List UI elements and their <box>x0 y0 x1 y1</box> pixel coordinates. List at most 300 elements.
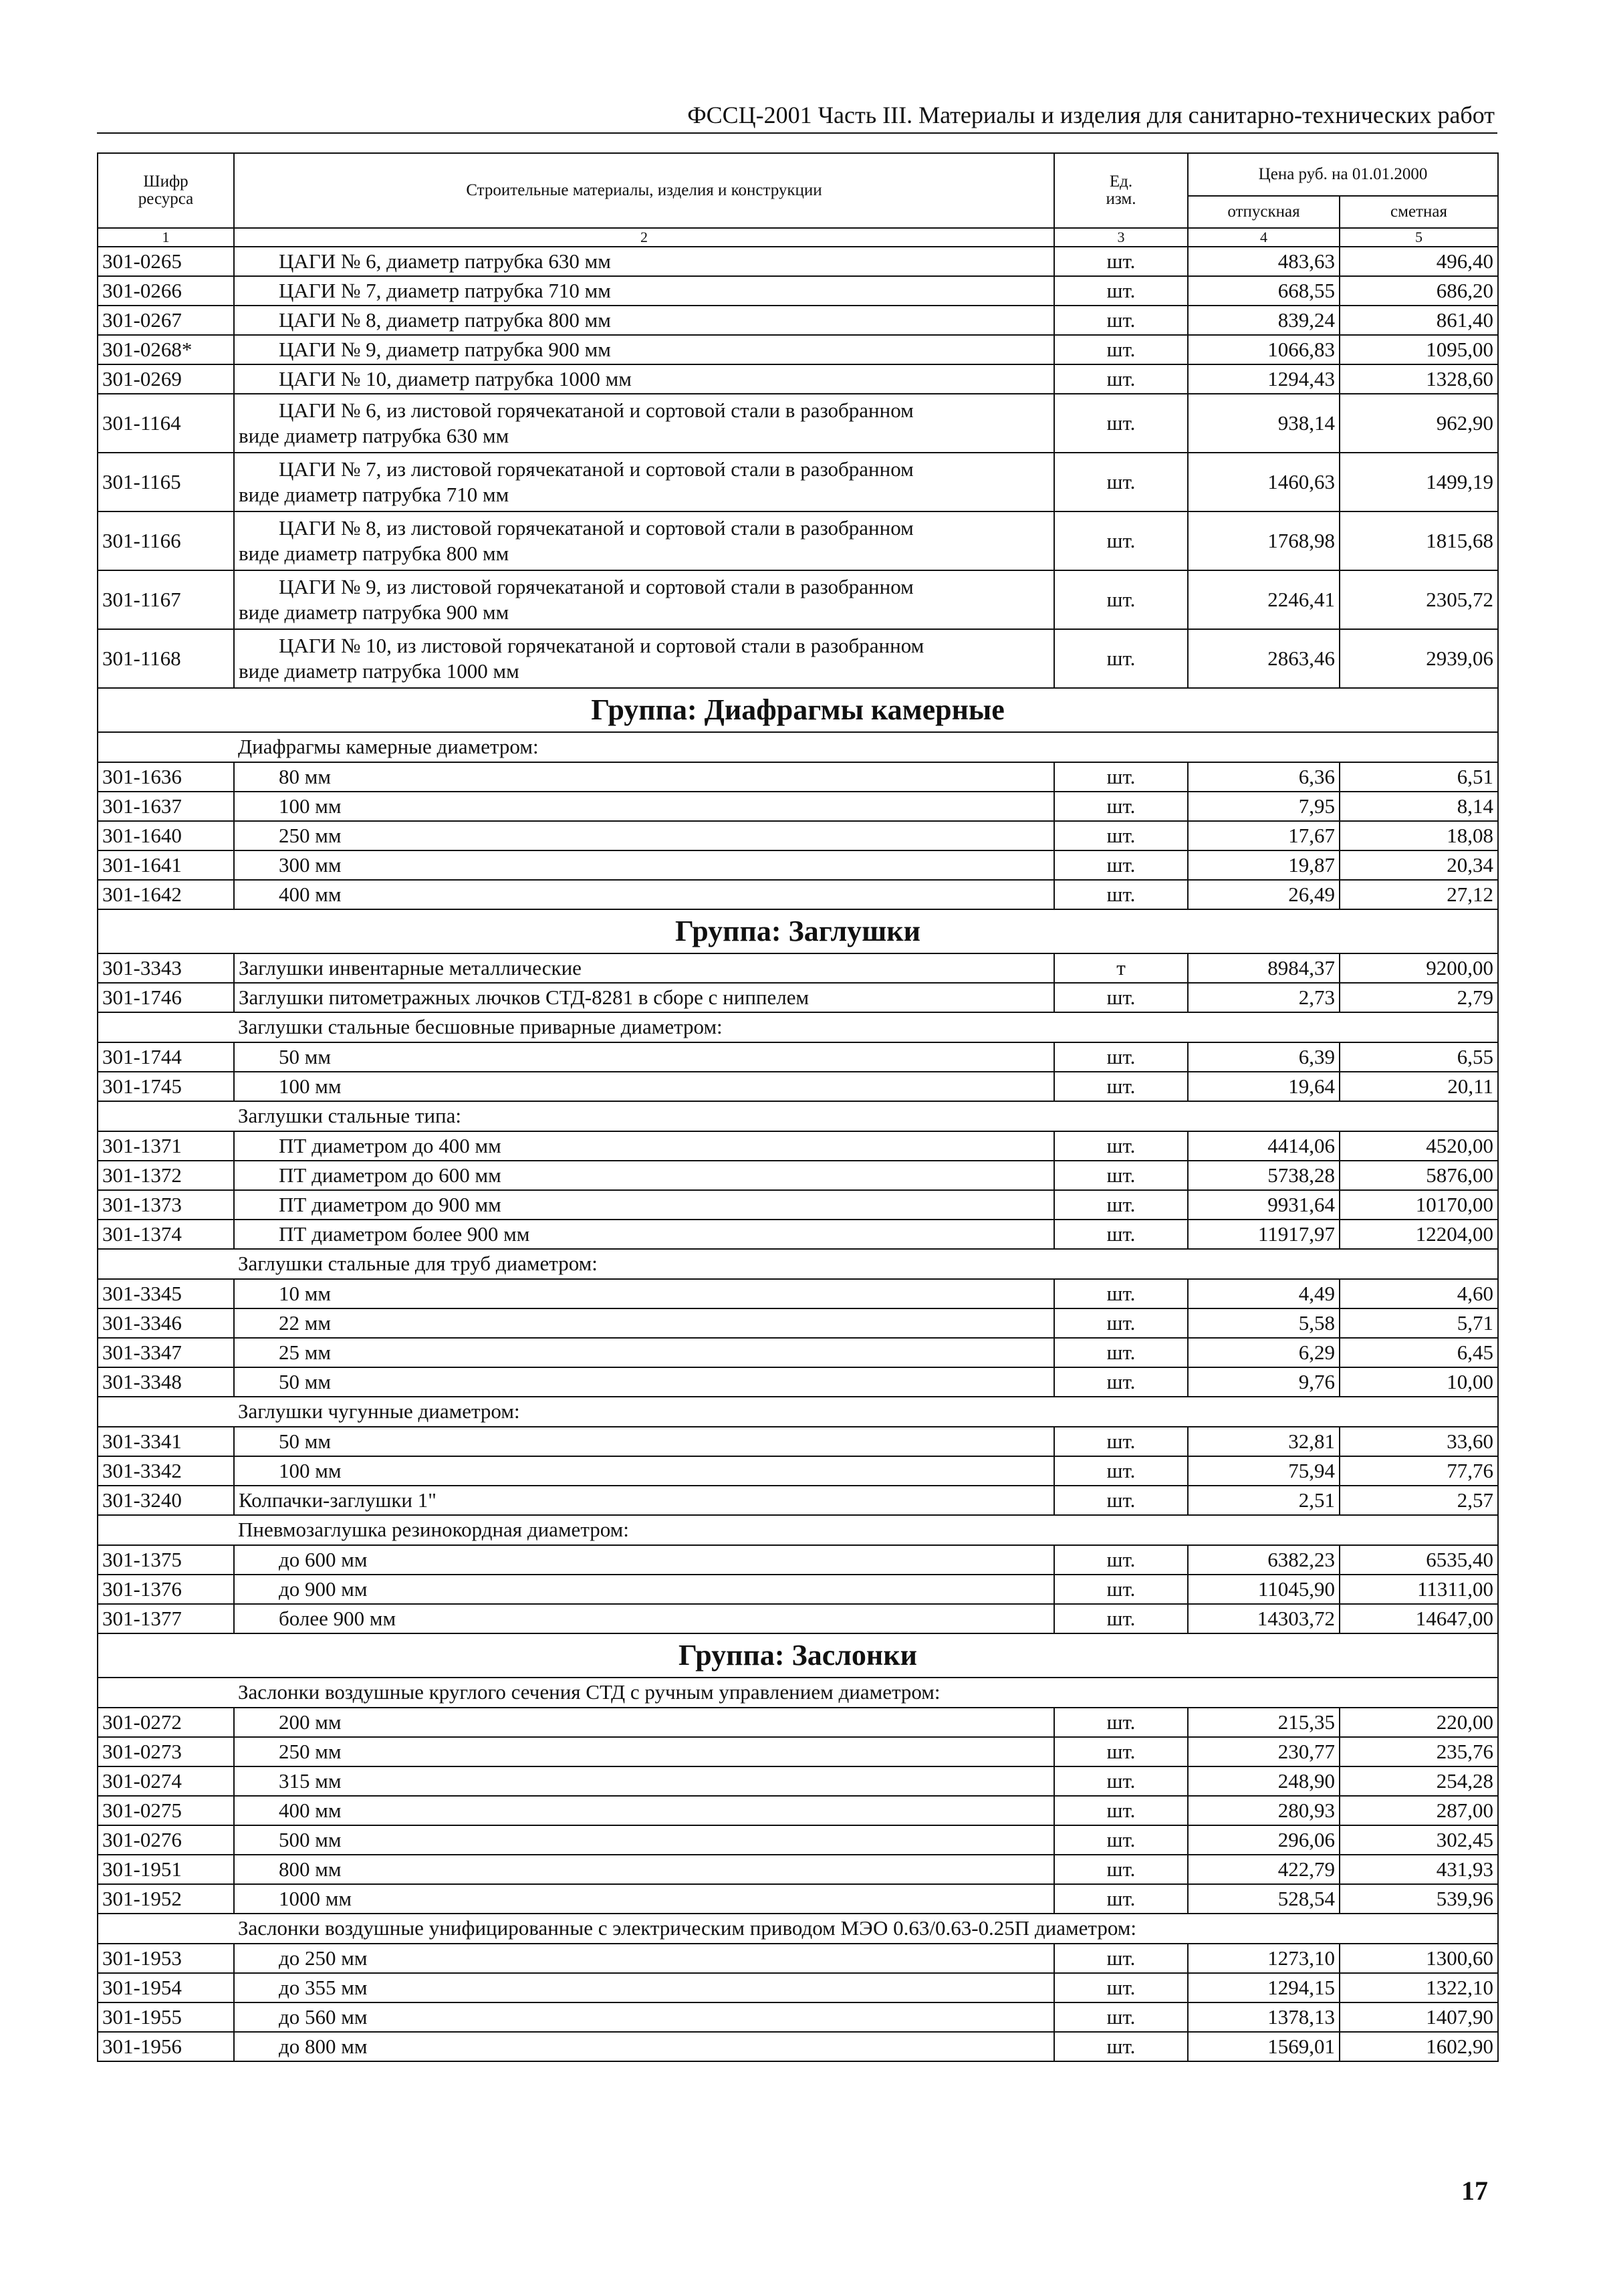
running-header <box>97 100 1497 134</box>
resource-code: 301-1642 <box>98 880 234 909</box>
unit: шт. <box>1054 1604 1188 1633</box>
estimate-price: 5876,00 <box>1340 1161 1498 1190</box>
header-unit: Ед. изм. <box>1054 153 1188 228</box>
item-name: до 355 мм <box>234 1973 1054 2002</box>
estimate-price: 6535,40 <box>1340 1545 1498 1575</box>
release-price: 483,63 <box>1188 247 1340 276</box>
subgroup-spacer <box>98 1397 234 1427</box>
table-row <box>98 762 1498 792</box>
release-price: 32,81 <box>1188 1427 1340 1456</box>
estimate-price: 1815,68 <box>1340 511 1498 570</box>
table-row <box>98 364 1498 394</box>
release-price: 5,58 <box>1188 1308 1340 1338</box>
header-release-price: отпускная <box>1188 196 1340 228</box>
unit: шт. <box>1054 821 1188 850</box>
table-row <box>98 1855 1498 1884</box>
table-row <box>98 880 1498 909</box>
release-price: 4,49 <box>1188 1279 1340 1308</box>
unit: шт. <box>1054 880 1188 909</box>
unit: шт. <box>1054 629 1188 688</box>
item-name <box>234 511 1054 570</box>
item-name-line2: виде диаметр патрубка 900 мм <box>239 600 509 624</box>
estimate-price: 2305,72 <box>1340 570 1498 629</box>
resource-code: 301-1372 <box>98 1161 234 1190</box>
table-row <box>98 1308 1498 1338</box>
estimate-price: 1328,60 <box>1340 364 1498 394</box>
resource-code: 301-3342 <box>98 1456 234 1486</box>
item-name: 250 мм <box>234 821 1054 850</box>
item-name: ПТ диаметром более 900 мм <box>234 1220 1054 1249</box>
item-name: 1000 мм <box>234 1884 1054 1914</box>
release-price: 230,77 <box>1188 1737 1340 1766</box>
unit: шт. <box>1054 1545 1188 1575</box>
release-price: 1294,43 <box>1188 364 1340 394</box>
table-row <box>98 1825 1498 1855</box>
resource-code: 301-1167 <box>98 570 234 629</box>
resource-code: 301-0267 <box>98 306 234 335</box>
group-heading: Группа: Заглушки <box>98 909 1498 953</box>
subgroup-spacer <box>98 1515 234 1545</box>
item-name: более 900 мм <box>234 1604 1054 1633</box>
unit: шт. <box>1054 1367 1188 1397</box>
item-name: 80 мм <box>234 762 1054 792</box>
item-name: 300 мм <box>234 850 1054 880</box>
table-row <box>98 1545 1498 1575</box>
table-row <box>98 247 1498 276</box>
unit: шт. <box>1054 1456 1188 1486</box>
estimate-price: 33,60 <box>1340 1427 1498 1456</box>
unit: шт. <box>1054 1884 1188 1914</box>
table-row <box>98 1427 1498 1456</box>
column-number: 4 <box>1188 228 1340 247</box>
resource-code: 301-0276 <box>98 1825 234 1855</box>
unit: шт. <box>1054 983 1188 1012</box>
group-heading: Группа: Заслонки <box>98 1633 1498 1678</box>
table-row <box>98 983 1498 1012</box>
table-row <box>98 1944 1498 1973</box>
resource-code: 301-3347 <box>98 1338 234 1367</box>
release-price: 6,36 <box>1188 762 1340 792</box>
table-row <box>98 453 1498 511</box>
resource-code: 301-1377 <box>98 1604 234 1633</box>
estimate-price: 10,00 <box>1340 1367 1498 1397</box>
item-name: 200 мм <box>234 1708 1054 1737</box>
release-price: 6382,23 <box>1188 1545 1340 1575</box>
unit: т <box>1054 953 1188 983</box>
item-name <box>234 629 1054 688</box>
item-name-line1: ЦАГИ № 8, из листовой горячекатаной и сортовой стали в разобранном <box>279 516 914 540</box>
table-row <box>98 1131 1498 1161</box>
resource-code: 301-1165 <box>98 453 234 511</box>
resource-code: 301-1640 <box>98 821 234 850</box>
resource-code: 301-1637 <box>98 792 234 821</box>
subgroup-heading: Заглушки стальные бесшовные приварные диаметром: <box>234 1012 1498 1042</box>
release-price: 11045,90 <box>1188 1575 1340 1604</box>
estimate-price: 861,40 <box>1340 306 1498 335</box>
item-name: до 600 мм <box>234 1545 1054 1575</box>
item-name: до 900 мм <box>234 1575 1054 1604</box>
release-price: 528,54 <box>1188 1884 1340 1914</box>
estimate-price: 14647,00 <box>1340 1604 1498 1633</box>
table-row <box>98 1072 1498 1101</box>
resource-code: 301-1374 <box>98 1220 234 1249</box>
unit: шт. <box>1054 306 1188 335</box>
release-price: 9,76 <box>1188 1367 1340 1397</box>
item-name-line1: ЦАГИ № 6, из листовой горячекатаной и сортовой стали в разобранном <box>279 398 914 423</box>
release-price: 938,14 <box>1188 394 1340 453</box>
item-name-line2: виде диаметр патрубка 1000 мм <box>239 659 519 683</box>
estimate-price: 77,76 <box>1340 1456 1498 1486</box>
unit: шт. <box>1054 335 1188 364</box>
release-price: 6,29 <box>1188 1338 1340 1367</box>
resource-code: 301-3343 <box>98 953 234 983</box>
estimate-price: 12204,00 <box>1340 1220 1498 1249</box>
page-number: 17 <box>1461 2176 1488 2206</box>
table-row <box>98 1575 1498 1604</box>
subgroup-spacer <box>98 1678 234 1708</box>
unit: шт. <box>1054 247 1188 276</box>
estimate-price: 962,90 <box>1340 394 1498 453</box>
unit: шт. <box>1054 1279 1188 1308</box>
table-row <box>98 1190 1498 1220</box>
item-name: 400 мм <box>234 880 1054 909</box>
item-name: 10 мм <box>234 1279 1054 1308</box>
resource-code: 301-1168 <box>98 629 234 688</box>
unit: шт. <box>1054 2032 1188 2061</box>
item-name: до 560 мм <box>234 2002 1054 2032</box>
subgroup-heading-row <box>98 1515 1498 1545</box>
resource-code: 301-1745 <box>98 1072 234 1101</box>
group-heading-row <box>98 909 1498 953</box>
resource-code: 301-1376 <box>98 1575 234 1604</box>
resource-code: 301-0274 <box>98 1766 234 1796</box>
group-heading-row <box>98 688 1498 732</box>
release-price: 5738,28 <box>1188 1161 1340 1190</box>
estimate-price: 1322,10 <box>1340 1973 1498 2002</box>
subgroup-spacer <box>98 732 234 762</box>
estimate-price: 4,60 <box>1340 1279 1498 1308</box>
release-price: 839,24 <box>1188 306 1340 335</box>
column-number: 5 <box>1340 228 1498 247</box>
resource-code: 301-1636 <box>98 762 234 792</box>
resource-code: 301-1371 <box>98 1131 234 1161</box>
resource-code: 301-1744 <box>98 1042 234 1072</box>
unit: шт. <box>1054 570 1188 629</box>
resource-code: 301-0266 <box>98 276 234 306</box>
resource-code: 301-1954 <box>98 1973 234 2002</box>
estimate-price: 6,55 <box>1340 1042 1498 1072</box>
estimate-price: 2939,06 <box>1340 629 1498 688</box>
table-row <box>98 1973 1498 2002</box>
release-price: 1768,98 <box>1188 511 1340 570</box>
subgroup-heading-row <box>98 1101 1498 1131</box>
estimate-price: 1407,90 <box>1340 2002 1498 2032</box>
table-row <box>98 511 1498 570</box>
release-price: 26,49 <box>1188 880 1340 909</box>
subgroup-heading: Диафрагмы камерные диаметром: <box>234 732 1498 762</box>
table-body <box>98 247 1498 2061</box>
table-row <box>98 1338 1498 1367</box>
table-row <box>98 821 1498 850</box>
unit: шт. <box>1054 1575 1188 1604</box>
estimate-price: 220,00 <box>1340 1708 1498 1737</box>
estimate-price: 686,20 <box>1340 276 1498 306</box>
release-price: 14303,72 <box>1188 1604 1340 1633</box>
subgroup-heading: Заглушки чугунные диаметром: <box>234 1397 1498 1427</box>
estimate-price: 235,76 <box>1340 1737 1498 1766</box>
resource-code: 301-3345 <box>98 1279 234 1308</box>
unit: шт. <box>1054 1708 1188 1737</box>
item-name: 250 мм <box>234 1737 1054 1766</box>
item-name: 800 мм <box>234 1855 1054 1884</box>
running-title: ФССЦ-2001 Часть III. Материалы и изделия для санитарно-технических работ <box>687 102 1495 128</box>
unit: шт. <box>1054 1308 1188 1338</box>
estimate-price: 20,11 <box>1340 1072 1498 1101</box>
item-name: 50 мм <box>234 1427 1054 1456</box>
unit: шт. <box>1054 453 1188 511</box>
release-price: 422,79 <box>1188 1855 1340 1884</box>
item-name: 50 мм <box>234 1367 1054 1397</box>
resource-code: 301-1746 <box>98 983 234 1012</box>
item-name: ЦАГИ № 8, диаметр патрубка 800 мм <box>234 306 1054 335</box>
subgroup-heading-row <box>98 732 1498 762</box>
unit: шт. <box>1054 1042 1188 1072</box>
estimate-price: 302,45 <box>1340 1825 1498 1855</box>
item-name: ПТ диаметром до 600 мм <box>234 1161 1054 1190</box>
subgroup-heading-row <box>98 1012 1498 1042</box>
estimate-price: 496,40 <box>1340 247 1498 276</box>
estimate-price: 1095,00 <box>1340 335 1498 364</box>
release-price: 17,67 <box>1188 821 1340 850</box>
unit: шт. <box>1054 1338 1188 1367</box>
subgroup-spacer <box>98 1914 234 1944</box>
item-name-line2: виде диаметр патрубка 800 мм <box>239 542 509 565</box>
price-table <box>97 152 1499 2062</box>
unit: шт. <box>1054 1796 1188 1825</box>
estimate-price: 8,14 <box>1340 792 1498 821</box>
resource-code: 301-0272 <box>98 1708 234 1737</box>
resource-code: 301-1375 <box>98 1545 234 1575</box>
item-name: 400 мм <box>234 1796 1054 1825</box>
table-row <box>98 953 1498 983</box>
unit: шт. <box>1054 1190 1188 1220</box>
item-name: 100 мм <box>234 1456 1054 1486</box>
resource-code: 301-3346 <box>98 1308 234 1338</box>
unit: шт. <box>1054 511 1188 570</box>
item-name-line1: ЦАГИ № 9, из листовой горячекатаной и сортовой стали в разобранном <box>279 575 914 599</box>
column-number: 2 <box>234 228 1054 247</box>
item-name: 100 мм <box>234 1072 1054 1101</box>
release-price: 1066,83 <box>1188 335 1340 364</box>
resource-code: 301-0275 <box>98 1796 234 1825</box>
item-name: ЦАГИ № 7, диаметр патрубка 710 мм <box>234 276 1054 306</box>
header-name: Строительные материалы, изделия и конструкции <box>234 153 1054 228</box>
release-price: 1460,63 <box>1188 453 1340 511</box>
header-estimate-price: сметная <box>1340 196 1498 228</box>
unit: шт. <box>1054 762 1188 792</box>
subgroup-spacer <box>98 1012 234 1042</box>
release-price: 215,35 <box>1188 1708 1340 1737</box>
estimate-price: 1602,90 <box>1340 2032 1498 2061</box>
item-name: 50 мм <box>234 1042 1054 1072</box>
item-name: 22 мм <box>234 1308 1054 1338</box>
resource-code: 301-1373 <box>98 1190 234 1220</box>
release-price: 668,55 <box>1188 276 1340 306</box>
release-price: 1569,01 <box>1188 2032 1340 2061</box>
release-price: 1378,13 <box>1188 2002 1340 2032</box>
resource-code: 301-1955 <box>98 2002 234 2032</box>
unit: шт. <box>1054 394 1188 453</box>
release-price: 4414,06 <box>1188 1131 1340 1161</box>
estimate-price: 2,57 <box>1340 1486 1498 1515</box>
release-price: 19,87 <box>1188 850 1340 880</box>
subgroup-heading-row <box>98 1914 1498 1944</box>
unit: шт. <box>1054 1766 1188 1796</box>
unit: шт. <box>1054 1855 1188 1884</box>
resource-code: 301-0269 <box>98 364 234 394</box>
item-name: ПТ диаметром до 400 мм <box>234 1131 1054 1161</box>
item-name: 25 мм <box>234 1338 1054 1367</box>
column-number-row <box>98 228 1498 247</box>
resource-code: 301-0268* <box>98 335 234 364</box>
resource-code: 301-3348 <box>98 1367 234 1397</box>
resource-code: 301-1166 <box>98 511 234 570</box>
release-price: 11917,97 <box>1188 1220 1340 1249</box>
item-name-line2: виде диаметр патрубка 630 мм <box>239 424 509 447</box>
subgroup-heading: Пневмозаглушка резинокордная диаметром: <box>234 1515 1498 1545</box>
estimate-price: 11311,00 <box>1340 1575 1498 1604</box>
subgroup-heading-row <box>98 1678 1498 1708</box>
release-price: 1273,10 <box>1188 1944 1340 1973</box>
estimate-price: 4520,00 <box>1340 1131 1498 1161</box>
subgroup-spacer <box>98 1249 234 1279</box>
estimate-price: 539,96 <box>1340 1884 1498 1914</box>
item-name: Заглушки питометражных лючков СТД-8281 в сборе с ниппелем <box>234 983 1054 1012</box>
item-name-line1: ЦАГИ № 10, из листовой горячекатаной и сортовой стали в разобранном <box>279 634 924 658</box>
item-name: до 800 мм <box>234 2032 1054 2061</box>
table-row <box>98 570 1498 629</box>
estimate-price: 1499,19 <box>1340 453 1498 511</box>
unit: шт. <box>1054 1737 1188 1766</box>
table-row <box>98 1604 1498 1633</box>
item-name: 500 мм <box>234 1825 1054 1855</box>
table-row <box>98 1456 1498 1486</box>
item-name <box>234 453 1054 511</box>
table-row <box>98 1367 1498 1397</box>
release-price: 7,95 <box>1188 792 1340 821</box>
table-row <box>98 1279 1498 1308</box>
resource-code: 301-3341 <box>98 1427 234 1456</box>
item-name: ПТ диаметром до 900 мм <box>234 1190 1054 1220</box>
estimate-price: 10170,00 <box>1340 1190 1498 1220</box>
item-name: Заглушки инвентарные металлические <box>234 953 1054 983</box>
item-name: ЦАГИ № 9, диаметр патрубка 900 мм <box>234 335 1054 364</box>
resource-code: 301-1164 <box>98 394 234 453</box>
release-price: 1294,15 <box>1188 1973 1340 2002</box>
estimate-price: 6,45 <box>1340 1338 1498 1367</box>
estimate-price: 20,34 <box>1340 850 1498 880</box>
release-price: 6,39 <box>1188 1042 1340 1072</box>
item-name-line2: виде диаметр патрубка 710 мм <box>239 483 509 506</box>
release-price: 2863,46 <box>1188 629 1340 688</box>
item-name: до 250 мм <box>234 1944 1054 1973</box>
table-row <box>98 792 1498 821</box>
header-price: Цена руб. на 01.01.2000 <box>1188 153 1498 196</box>
unit: шт. <box>1054 1825 1188 1855</box>
unit: шт. <box>1054 1220 1188 1249</box>
unit: шт. <box>1054 276 1188 306</box>
table-row <box>98 276 1498 306</box>
subgroup-heading: Заглушки стальные для труб диаметром: <box>234 1249 1498 1279</box>
release-price: 2,73 <box>1188 983 1340 1012</box>
table-row <box>98 2032 1498 2061</box>
item-name: 315 мм <box>234 1766 1054 1796</box>
release-price: 280,93 <box>1188 1796 1340 1825</box>
table-row <box>98 306 1498 335</box>
unit: шт. <box>1054 2002 1188 2032</box>
unit: шт. <box>1054 1072 1188 1101</box>
subgroup-heading: Заслонки воздушные круглого сечения СТД с ручным управлением диаметром: <box>234 1678 1498 1708</box>
estimate-price: 9200,00 <box>1340 953 1498 983</box>
item-name <box>234 394 1054 453</box>
release-price: 8984,37 <box>1188 953 1340 983</box>
release-price: 296,06 <box>1188 1825 1340 1855</box>
unit: шт. <box>1054 1973 1188 2002</box>
table-row <box>98 629 1498 688</box>
table-row <box>98 1737 1498 1766</box>
column-number: 1 <box>98 228 234 247</box>
table-header-row <box>98 153 1498 196</box>
estimate-price: 1300,60 <box>1340 1944 1498 1973</box>
unit: шт. <box>1054 850 1188 880</box>
resource-code: 301-1956 <box>98 2032 234 2061</box>
subgroup-heading: Заслонки воздушные унифицированные с электрическим приводом МЭО 0.63/0.63-0.25П диаметром: <box>234 1914 1498 1944</box>
estimate-price: 5,71 <box>1340 1308 1498 1338</box>
resource-code: 301-0273 <box>98 1737 234 1766</box>
unit: шт. <box>1054 1131 1188 1161</box>
resource-code: 301-0265 <box>98 247 234 276</box>
unit: шт. <box>1054 1486 1188 1515</box>
item-name <box>234 570 1054 629</box>
estimate-price: 6,51 <box>1340 762 1498 792</box>
estimate-price: 2,79 <box>1340 983 1498 1012</box>
table-row <box>98 1486 1498 1515</box>
item-name-line1: ЦАГИ № 7, из листовой горячекатаной и сортовой стали в разобранном <box>279 457 914 481</box>
item-name: Колпачки-заглушки 1" <box>234 1486 1054 1515</box>
table-row <box>98 850 1498 880</box>
release-price: 2,51 <box>1188 1486 1340 1515</box>
release-price: 9931,64 <box>1188 1190 1340 1220</box>
subgroup-heading-row <box>98 1249 1498 1279</box>
table-row <box>98 1042 1498 1072</box>
unit: шт. <box>1054 364 1188 394</box>
item-name: 100 мм <box>234 792 1054 821</box>
release-price: 75,94 <box>1188 1456 1340 1486</box>
release-price: 2246,41 <box>1188 570 1340 629</box>
resource-code: 301-1641 <box>98 850 234 880</box>
table-row <box>98 1884 1498 1914</box>
resource-code: 301-3240 <box>98 1486 234 1515</box>
table-row <box>98 2002 1498 2032</box>
release-price: 248,90 <box>1188 1766 1340 1796</box>
table-row <box>98 1708 1498 1737</box>
unit: шт. <box>1054 1161 1188 1190</box>
resource-code: 301-1953 <box>98 1944 234 1973</box>
estimate-price: 431,93 <box>1340 1855 1498 1884</box>
table-row <box>98 1220 1498 1249</box>
group-heading: Группа: Диафрагмы камерные <box>98 688 1498 732</box>
table-row <box>98 335 1498 364</box>
